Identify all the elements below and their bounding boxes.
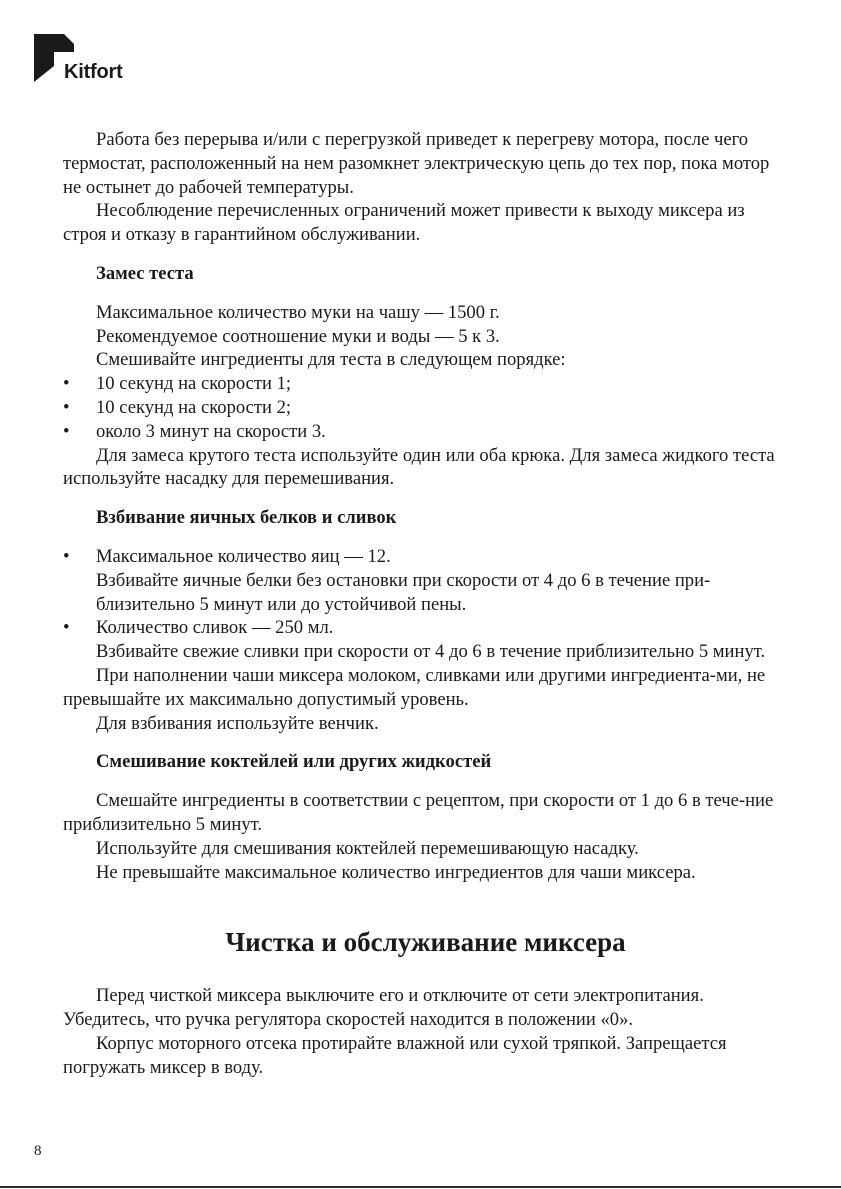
dough-bullet-2: • 10 секунд на скорости 2; xyxy=(63,396,778,420)
whipping-subtext-1: Взбивайте яичные белки без остановки при скорости от 4 до 6 в течение при-близительно 5 минут или до устойчивой пены. xyxy=(96,569,711,615)
page-number: 8 xyxy=(34,1143,42,1159)
brand-name: Kitfort xyxy=(64,61,123,83)
dough-bullet-3: • около 3 минут на скорости 3. xyxy=(63,420,778,444)
mixing-paragraph-3: Не превышайте максимальное количество ингредиентов для чаши миксера. xyxy=(96,861,696,883)
intro-paragraph-1: Работа без перерыва и/или с перегрузкой приведет к перегреву мотора, после чего термостат, расположенный на нем разомкнет электрическую цепь до тех пор, пока мотор не остынет до рабочей температуры. xyxy=(63,129,770,198)
cleaning-paragraph-1: Перед чисткой миксера выключите его и отключите от сети электропитания. Убедитесь, что ручка регулятора скоростей находится в положении «0». xyxy=(63,985,704,1031)
whipping-bullet-1: • Максимальное количество яиц — 12. xyxy=(63,545,778,569)
whipping-subtext-2: Взбивайте свежие сливки при скорости от 4 до 6 в течение приблизительно 5 минут. xyxy=(96,641,766,663)
section-heading-mixing: Смешивание коктейлей или других жидкостей xyxy=(96,751,492,773)
section-heading-dough: Замес теста xyxy=(96,262,194,284)
whipping-paragraph-1: При наполнении чаши миксера молоком, сливками или другими ингредиента-ми, не превышайте их максимально допустимый уровень. xyxy=(63,664,766,710)
brand-logo xyxy=(34,34,144,86)
dough-paragraph-1: Максимальное количество муки на чашу — 1500 г. xyxy=(96,301,500,323)
section-heading-whipping: Взбивание яичных белков и сливок xyxy=(96,507,397,529)
whipping-bullet-2: • Количество сливок — 250 мл. xyxy=(63,616,778,640)
intro-paragraph-2: Несоблюдение перечисленных ограничений может привести к выходу миксера из строя и отказу в гарантийном обслуживании. xyxy=(63,200,745,246)
mixing-paragraph-2: Используйте для смешивания коктейлей перемешивающую насадку. xyxy=(96,837,639,859)
dough-paragraph-2: Рекомендуемое соотношение муки и воды — 5 к 3. xyxy=(96,325,500,347)
page-bottom-divider xyxy=(0,1186,841,1188)
chapter-heading-cleaning: Чистка и обслуживание миксера xyxy=(225,927,626,958)
whipping-paragraph-2: Для взбивания используйте венчик. xyxy=(96,712,379,734)
page-content xyxy=(63,128,778,1080)
cleaning-paragraph-2: Корпус моторного отсека протирайте влажной или сухой тряпкой. Запрещается погружать миксер в воду. xyxy=(63,1032,727,1078)
dough-bullet-1: • 10 секунд на скорости 1; xyxy=(63,372,778,396)
dough-paragraph-3: Смешивайте ингредиенты для теста в следующем порядке: xyxy=(96,349,566,371)
mixing-paragraph-1: Смешайте ингредиенты в соответствии с рецептом, при скорости от 1 до 6 в тече-ние приблизительно 5 минут. xyxy=(63,790,774,835)
dough-paragraph-4: Для замеса крутого теста используйте один или оба крюка. Для замеса жидкого теста используйте насадку для перемешивания. xyxy=(63,444,775,490)
